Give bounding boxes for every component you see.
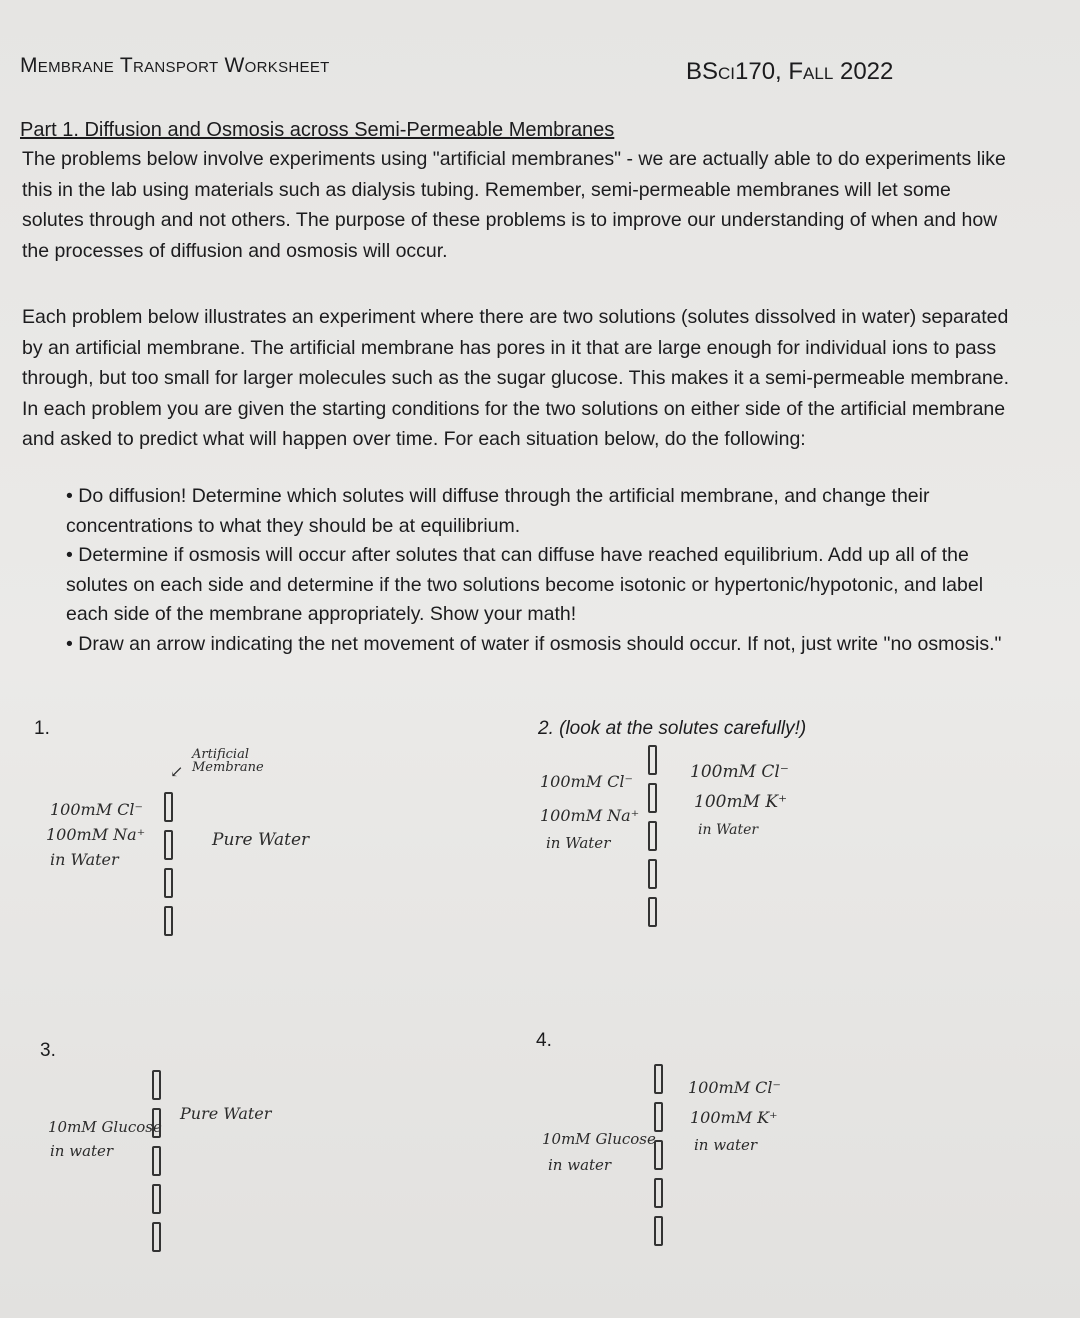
- problem-number: 1.: [34, 718, 50, 739]
- membrane-label: Artificial Membrane: [192, 747, 264, 775]
- solvent-label: in water: [50, 1142, 114, 1160]
- solvent-label: in Water: [698, 822, 759, 838]
- part-title: Part 1. Diffusion and Osmosis across Semi-Permeable Membranes: [20, 119, 615, 141]
- solute-label: 100mM Cl⁻: [50, 800, 143, 819]
- arrow-icon: ↙: [170, 762, 184, 781]
- problem-number: 2. (look at the solutes carefully!): [538, 718, 807, 739]
- membrane-diagram: [648, 745, 657, 935]
- course-label: BSci170, Fall 2022: [686, 58, 894, 85]
- solute-label: 100mM K⁺: [690, 1108, 778, 1127]
- solute-label: 10mM Glucose: [48, 1118, 162, 1136]
- membrane-diagram: [164, 792, 173, 944]
- instruction-bullets: [66, 482, 1026, 659]
- solute-label: 100mM Na⁺: [46, 825, 146, 844]
- bullet-item: • Determine if osmosis will occur after solutes that can diffuse have reached equilibrium. Add up all of the solutes on each side and determine if the two solutions become isotonic or hypertonic/hypotonic, and label each side of the membrane appropriately. Show your math!: [66, 544, 984, 625]
- worksheet-title: Membrane Transport Worksheet: [20, 54, 330, 77]
- solute-label: 100mM Cl⁻: [540, 772, 633, 791]
- intro-paragraph: The problems below involve experiments using "artificial membranes" - we are actually able to do experiments like this in the lab using materials such as dialysis tubing. Remember, semi-permeable membranes will let some solutes through and not others. The purpose of these problems is to improve our understanding of when and how the processes of diffusion and osmosis will occur.: [22, 148, 1006, 262]
- solvent-label: Pure Water: [180, 1104, 272, 1123]
- bullet-item: • Do diffusion! Determine which solutes will diffuse through the artificial membrane, and change their concentrations to what they should be at equilibrium.: [66, 485, 930, 537]
- membrane-diagram: [152, 1070, 161, 1260]
- membrane-diagram: [654, 1064, 663, 1254]
- solvent-label: in Water: [546, 834, 611, 852]
- solvent-label: in Water: [50, 850, 119, 869]
- solute-label: 100mM Cl⁻: [690, 762, 789, 782]
- solute-label: 10mM Glucose: [542, 1130, 656, 1148]
- bullet-item: • Draw an arrow indicating the net movement of water if osmosis should occur. If not, just write "no osmosis.": [66, 632, 1002, 655]
- problem-number: 4.: [536, 1030, 552, 1051]
- solvent-label: in water: [548, 1156, 612, 1174]
- solute-label: 100mM Na⁺: [540, 806, 640, 825]
- solvent-label: in water: [694, 1136, 758, 1154]
- solvent-label: Pure Water: [212, 830, 310, 850]
- instructions-paragraph: Each problem below illustrates an experiment where there are two solutions (solutes dissolved in water) separated by an artificial membrane. The artificial membrane has pores in it that are large enough for individual ions to pass through, but too small for larger molecules such as the sugar glucose. This makes it a semi-permeable membrane. In each problem you are given the starting conditions for the two solutions on either side of the artificial membrane and asked to predict what will happen over time. For each situation below, do the following:: [22, 306, 1010, 450]
- problem-number: 3.: [40, 1040, 56, 1061]
- solute-label: 100mM Cl⁻: [688, 1078, 781, 1097]
- solute-label: 100mM K⁺: [694, 792, 788, 812]
